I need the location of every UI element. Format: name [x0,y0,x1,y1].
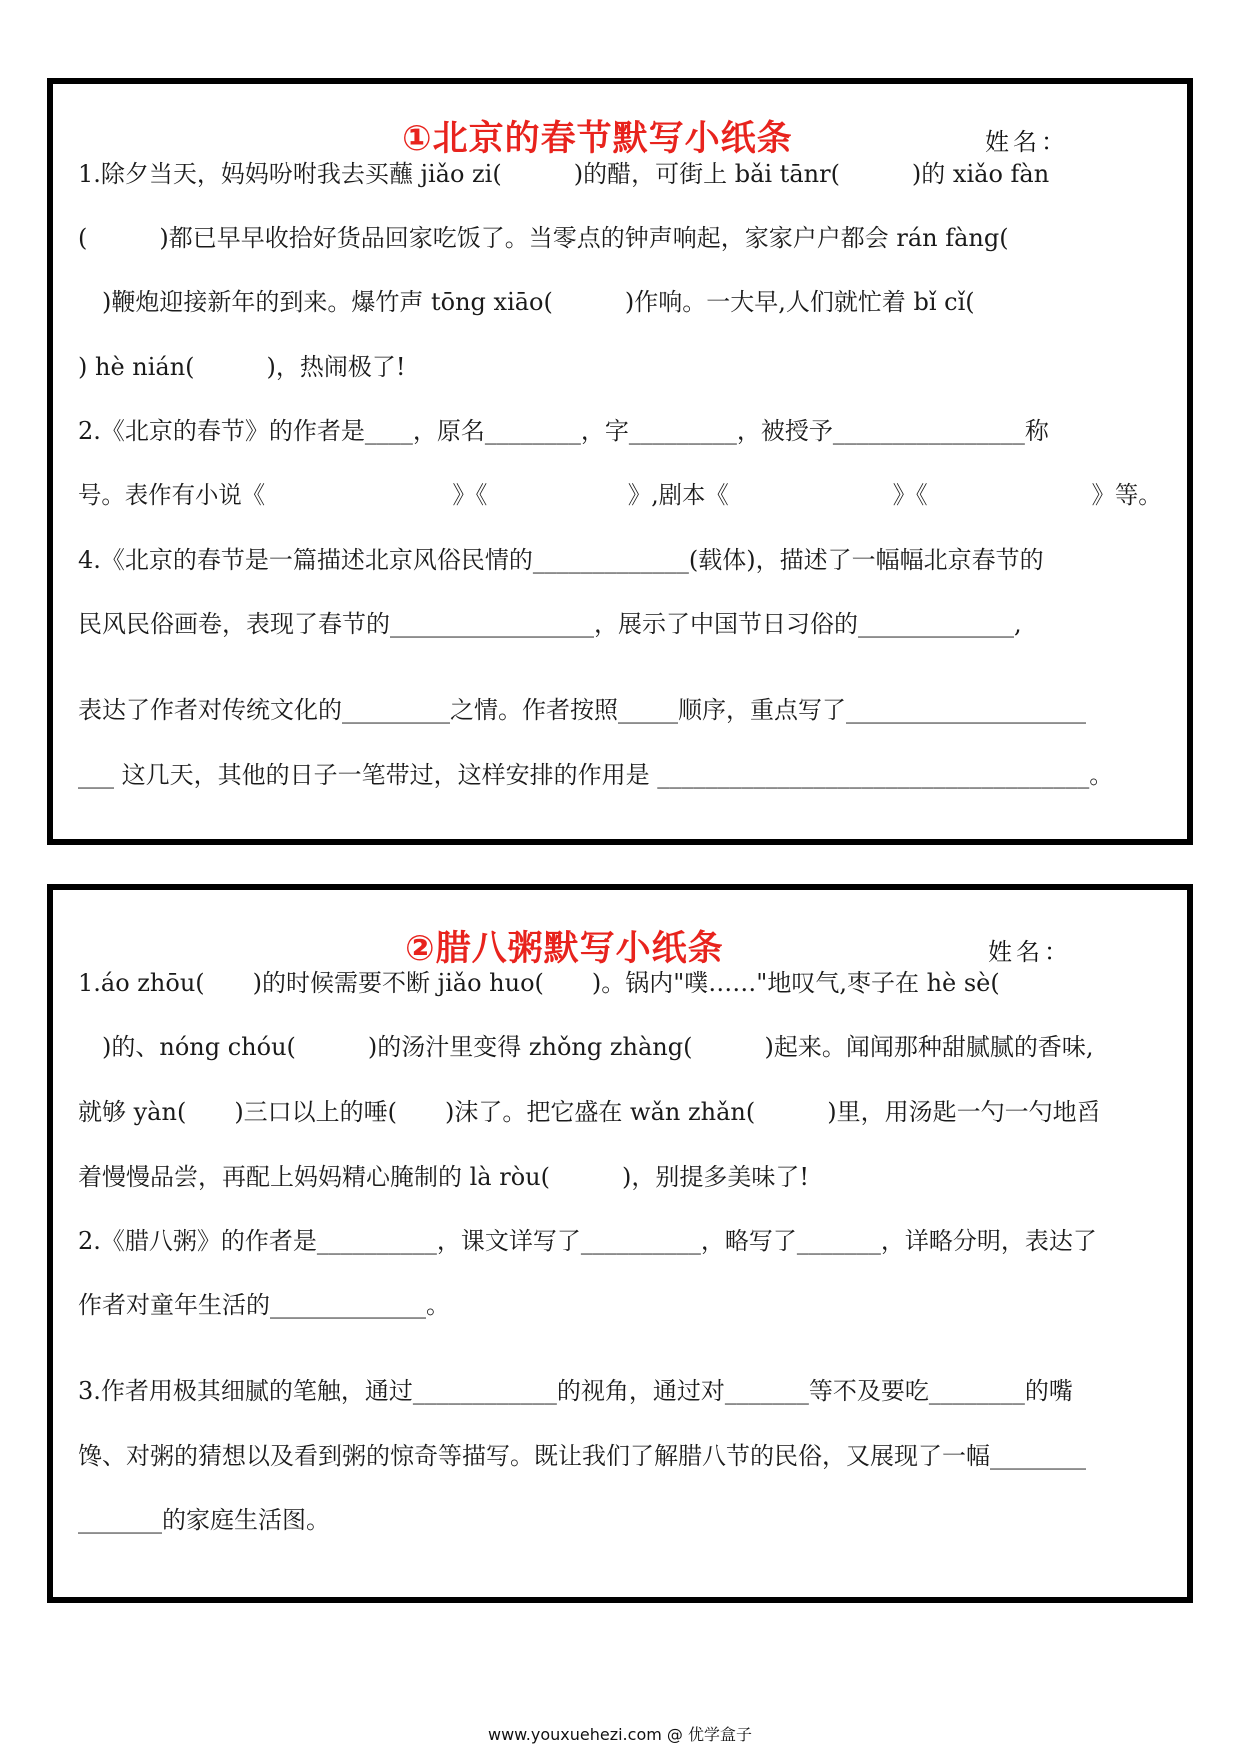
card-1-line: )鞭炮迎接新年的到来。爆竹声 tōng xiāo( )作响。一大早,人们就忙着 bǐ cǐ( [78,288,975,316]
card-2-line: 作者对童年生活的_____________。 [78,1291,450,1319]
dictation-card-2 [47,884,1193,1603]
card-2-name-label: 姓名： [988,938,1072,966]
card-2-line: 2.《腊八粥》的作者是__________，课文详写了__________，略写了_______，详略分明，表达了 [78,1227,1097,1255]
card-2-line: 就够 yàn( )三口以上的唾( )沫了。把它盛在 wǎn zhǎn( )里，用汤匙一勺一勺地舀 [78,1098,1101,1126]
card-2-line: 1.áo zhōu( )的时候需要不断 jiǎo huo( )。锅内"噗……"地叹气,枣子在 hè sè( [78,969,1000,997]
card-1-line: ( )都已早早收拾好货品回家吃饭了。当零点的钟声响起，家家户户都会 rán fàng( [78,224,1009,252]
card-1-line: 2.《北京的春节》的作者是____，原名________，字_________，被授予________________称 [78,417,1049,445]
card-1-line: ) hè nián( )，热闹极了! [78,353,406,381]
card-1-name-label: 姓名： [985,128,1069,156]
footer-watermark: www.youxuehezi.com @ 优学盒子 [488,1725,752,1744]
card-2-line: 着慢慢品尝，再配上妈妈精心腌制的 là ròu( )，别提多美味了! [78,1163,809,1191]
card-2-line: 3.作者用极其细腻的笔触，通过____________的视角，通过对_______等不及要吃________的嘴 [78,1377,1073,1405]
card-1-line: 1.除夕当天，妈妈吩咐我去买蘸 jiǎo zi( )的醋，可街上 bǎi tānr( )的 xiǎo fàn [78,160,1050,188]
card-1-line: 民风民俗画卷，表现了春节的_________________，展示了中国节日习俗的_____________, [78,610,1022,638]
card-2-line: _______的家庭生活图。 [78,1506,330,1534]
card-2-line: 馋、对粥的猜想以及看到粥的惊奇等描写。既让我们了解腊八节的民俗，又展现了一幅________ [78,1442,1086,1470]
dictation-card-1 [47,78,1193,845]
card-1-title: ①北京的春节默写小纸条 [402,119,793,159]
card-1-line: 4.《北京的春节是一篇描述北京风俗民情的_____________(载体)，描述了一幅幅北京春节的 [78,546,1044,574]
card-2-title: ②腊八粥默写小纸条 [405,929,724,969]
card-1-line: 表达了作者对传统文化的_________之情。作者按照_____顺序，重点写了____________________ [78,696,1086,724]
card-2-line: )的、nóng chóu( )的汤汁里变得 zhǒng zhàng( )起来。闻闻那种甜腻腻的香味, [78,1033,1094,1061]
card-1-line: ___ 这几天，其他的日子一笔带过，这样安排的作用是 ____________________________________。 [78,761,1114,789]
card-1-line: 号。表作有小说《 》《 》,剧本《 》《 》等。 [78,481,1162,509]
